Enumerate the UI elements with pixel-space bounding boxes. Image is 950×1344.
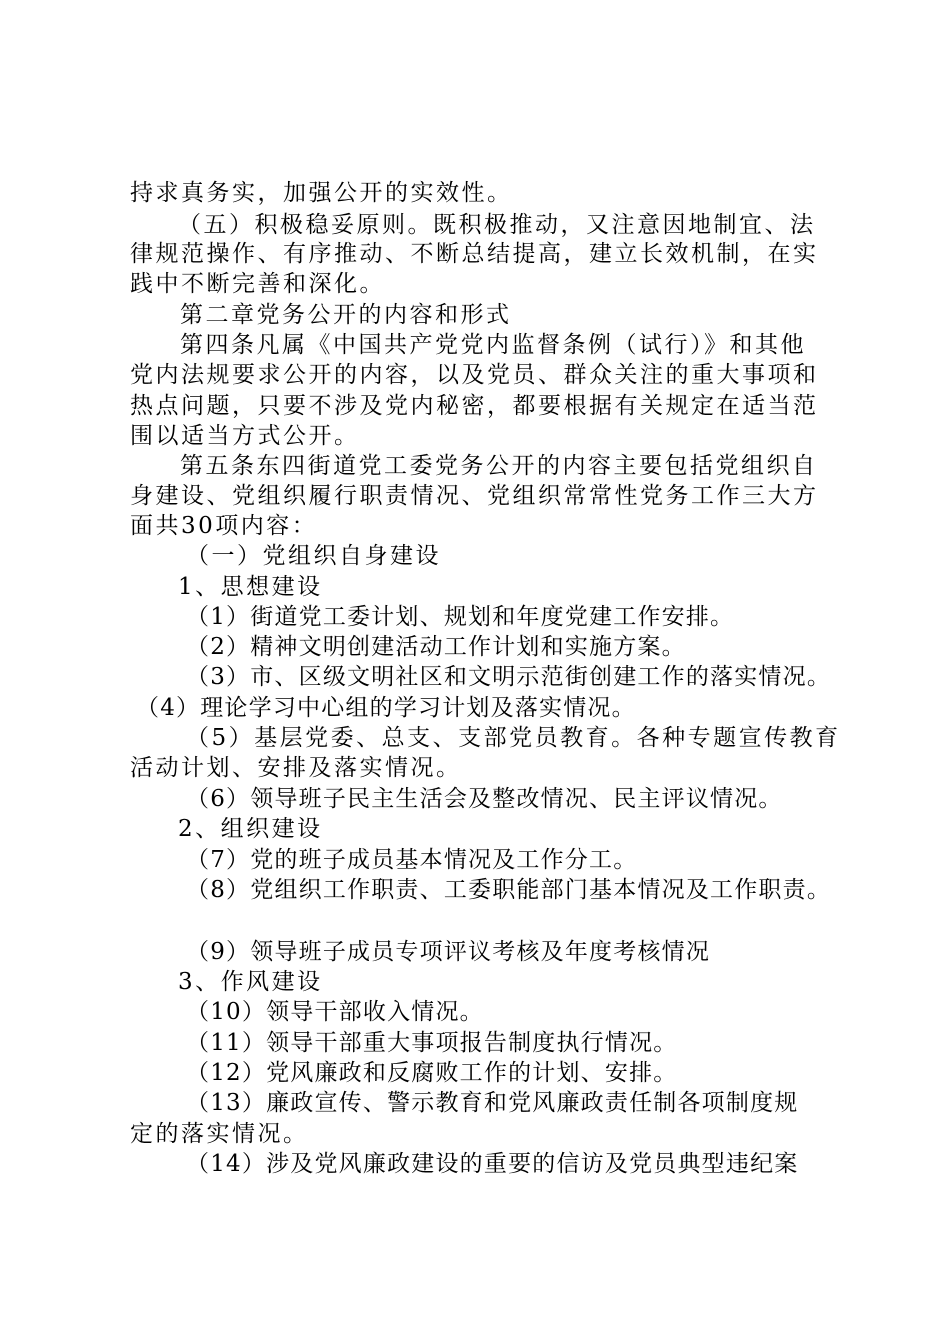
text-line: 围以适当方式公开。: [130, 423, 360, 449]
text-line: （五）积极稳妥原则。既积极推动，又注意因地制宜、法: [178, 212, 816, 238]
text-line: 热点问题，只要不涉及党内秘密，都要根据有关规定在适当范: [130, 393, 819, 419]
list-heading: 3、作风建设: [178, 969, 323, 995]
list-item: （9）领导班子成员专项评议考核及年度考核情况: [186, 939, 711, 965]
text-line: 身建设、党组织履行职责情况、党组织常常性党务工作三大方: [130, 483, 819, 509]
list-item: （14）涉及党风廉政建设的重要的信访及党员典型违纪案: [186, 1151, 799, 1177]
list-item: （8）党组织工作职责、工委职能部门基本情况及工作职责。: [186, 877, 832, 903]
list-item: （13）廉政宣传、警示教育和党风廉政责任制各项制度规: [186, 1090, 799, 1116]
list-heading: 2、组织建设: [178, 816, 323, 842]
list-item: （12）党风廉政和反腐败工作的计划、安排。: [186, 1060, 678, 1086]
text-line: 定的落实情况。: [130, 1121, 309, 1147]
list-item: （6）领导班子民主生活会及整改情况、民主评议情况。: [186, 786, 783, 812]
text-line: 面共30项内容：: [130, 513, 318, 539]
list-item: （4）理论学习中心组的学习计划及落实情况。: [136, 695, 636, 721]
list-item: （3）市、区级文明社区和文明示范街创建工作的落实情况。: [186, 664, 832, 690]
list-item: （7）党的班子成员基本情况及工作分工。: [186, 847, 638, 873]
list-item: （10）领导干部收入情况。: [186, 999, 484, 1025]
text-line: 第四条凡属《中国共产党党内监督条例（试行）》和其他: [180, 332, 806, 358]
list-item: （2）精神文明创建活动工作计划和实施方案。: [186, 634, 686, 660]
text-line: 持求真务实，加强公开的实效性。: [130, 180, 513, 206]
section-heading: 第二章党务公开的内容和形式: [180, 302, 512, 328]
list-item: （11）领导干部重大事项报告制度执行情况。: [186, 1030, 678, 1056]
text-line: 党内法规要求公开的内容，以及党员、群众关注的重大事项和: [130, 362, 819, 388]
list-heading: （一）党组织自身建设: [186, 543, 441, 569]
list-item: （5）基层党委、总支、支部党员教育。各种专题宣传教育: [186, 725, 841, 751]
text-line: 第五条东四街道党工委党务公开的内容主要包括党组织自: [180, 453, 818, 479]
list-heading: 1、思想建设: [178, 574, 323, 600]
text-line: 律规范操作、有序推动、不断总结提高，建立长效机制，在实: [130, 241, 819, 267]
list-item: （1）街道党工委计划、规划和年度党建工作安排。: [186, 604, 735, 630]
text-line: 践中不断完善和深化。: [130, 271, 385, 297]
text-line: 活动计划、安排及落实情况。: [130, 755, 462, 781]
